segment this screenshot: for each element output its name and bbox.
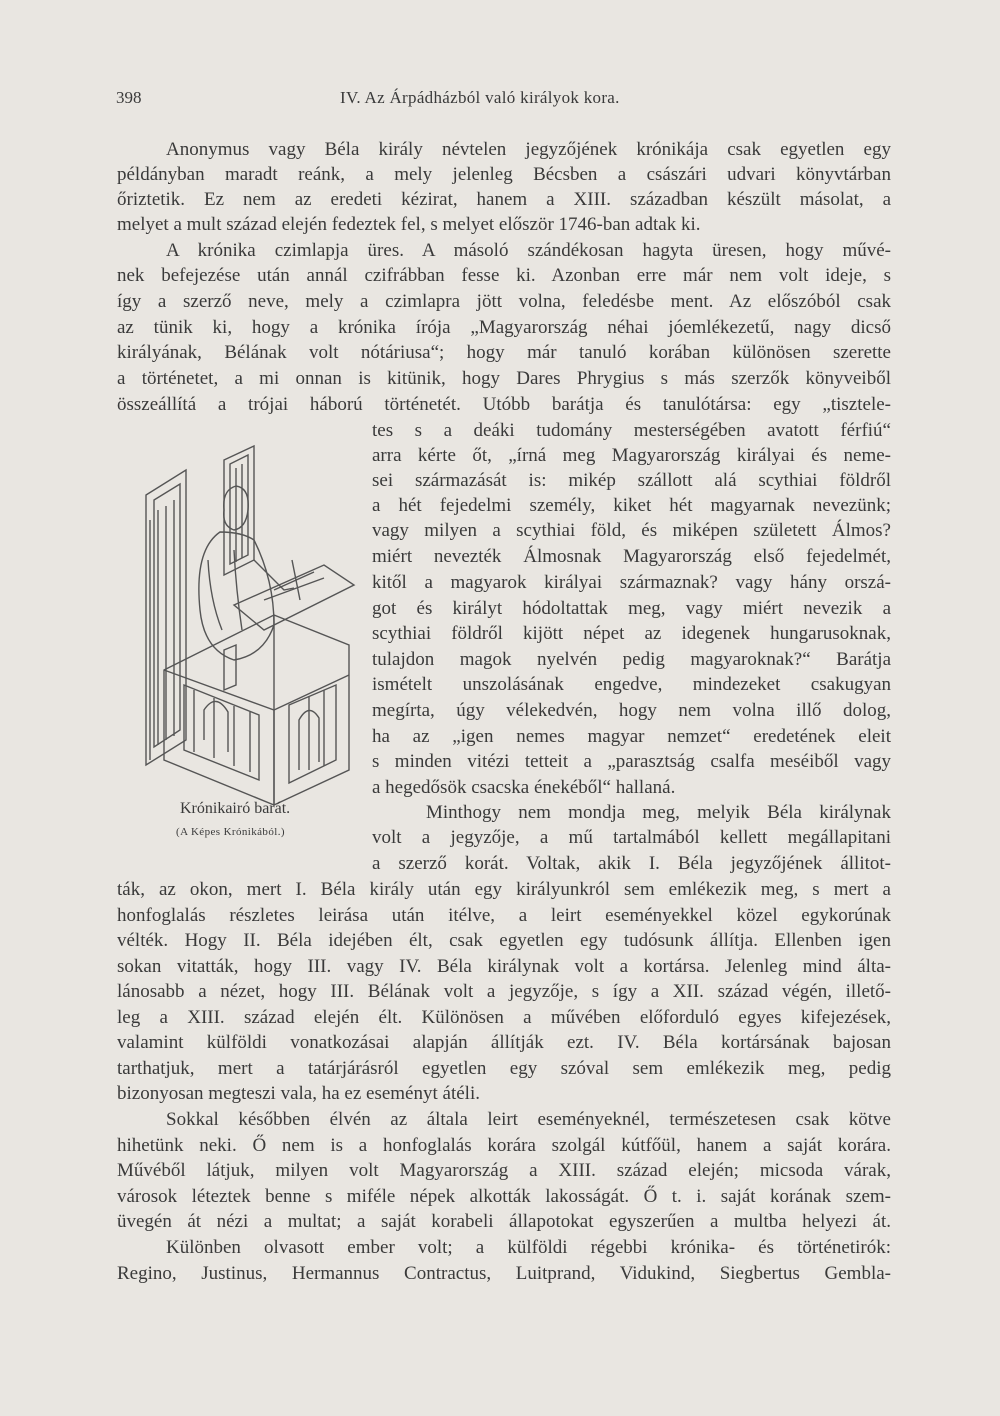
text-line: ták, az okon, mert I. Béla király után egy királyunkról sem emlékezik meg, s mert a xyxy=(117,879,891,900)
text-line: tarthatjuk, mert a tatárjárásról egyetlen egy szóval sem emlékezik meg, pedig xyxy=(117,1058,891,1079)
text-line: vélték. Hogy II. Béla idejében élt, csak egyetlen egy tudósunk állítja. Ellenben igen xyxy=(117,930,891,951)
text-line: got és királyt hódoltattak meg, vagy miért nevezik a xyxy=(372,598,891,619)
text-line: hihetünk neki. Ő nem is a honfoglalás korára szolgál kútfőül, hanem a saját korára. xyxy=(117,1135,891,1156)
text-line: honfoglalás részletes leirása után itélve, a leirt eseményekkel közel egykorúnak xyxy=(117,905,891,926)
text-line: kitől a magyarok királyai származnak? vagy hány orszá- xyxy=(372,572,891,593)
text-line: Különben olvasott ember volt; a külföldi régebbi krónika- és történetirók: xyxy=(166,1237,891,1258)
text-line: Minthogy nem mondja meg, melyik Béla királynak xyxy=(426,802,891,823)
text-line: scythiai földről kijött népet az idegenek hungarusoknak, xyxy=(372,623,891,644)
text-line: leg a XIII. század elején élt. Különösen a művében előforduló egyes kifejezések, xyxy=(117,1007,891,1028)
text-line: a hét fejedelmi személy, kiket hét magyarnak nevezünk; xyxy=(372,495,891,516)
running-title: IV. Az Árpádházból való királyok kora. xyxy=(340,88,620,107)
figure-source: (A Képes Krónikából.) xyxy=(176,826,285,838)
text-line: királyának, Bélának volt nótáriusa“; hogy már tanuló korában különösen szerette xyxy=(117,342,891,363)
text-line: bizonyosan megteszi vala, ha ez eseményt átéli. xyxy=(117,1083,480,1104)
text-line: vagy milyen a scythiai föld, és miképen született Álmos? xyxy=(372,520,891,541)
text-line: A krónika czimlapja üres. A másoló szándékosan hagyta üresen, hogy művé- xyxy=(166,240,891,261)
text-line: az tünik ki, hogy a krónika írója „Magyarország néhai jóemlékezetű, nagy dicső xyxy=(117,317,891,338)
text-line: tulajdon magok nyelvén pedig magyaroknak?“ Barátja xyxy=(372,649,891,670)
text-line: Anonymus vagy Béla király névtelen jegyzőjének krónikája csak egyetlen egy xyxy=(166,139,891,160)
text-line: nek befejezése után annál czifrábban fesse ki. Azonban erre már nem volt ideje, s xyxy=(117,265,891,286)
text-line: őriztetik. Ez nem az eredeti kézirat, hanem a XIII. században készült másolat, a xyxy=(117,189,891,210)
figure-caption: Krónikairó barát. xyxy=(180,800,291,817)
text-line: ismételt unszolásának engedve, mindezeket csakugyan xyxy=(372,674,891,695)
page-number: 398 xyxy=(116,88,142,107)
text-line: összeállítá a trójai háború történetét. Utóbb barátja és tanulótársa: egy „tisztele- xyxy=(117,394,891,415)
text-line: Regino, Justinus, Hermannus Contractus, Luitprand, Vidukind, Siegbertus Gembla- xyxy=(117,1263,891,1284)
text-line: a szerző korát. Voltak, akik I. Béla jegyzőjének állitot- xyxy=(372,853,891,874)
running-header xyxy=(116,88,886,114)
text-line: Sokkal későbben élvén az általa leirt eseményeknél, természetesen csak kötve xyxy=(166,1109,891,1130)
text-line: valamint külföldi vonatkozásai alapján állítják ezt. IV. Béla kortársának bajosan xyxy=(117,1032,891,1053)
text-line: üvegén át nézi a multat; a saját korabeli állapotokat egyszerűen a multba helyezi át. xyxy=(117,1211,891,1232)
text-line: ha az „igen nemes magyar nemzet“ eredetének eleit xyxy=(372,726,891,747)
chronicler-illustration xyxy=(124,440,364,810)
text-line: sokan vitatták, hogy III. vagy IV. Béla királynak volt a kortársa. Jelenleg mind álta- xyxy=(117,956,891,977)
text-line: a hegedősök csacska énekéből“ hallaná. xyxy=(372,777,676,798)
text-line: a történetet, a mi onnan is kitünik, hogy Dares Phrygius s más szerzők könyveiből xyxy=(117,368,891,389)
text-line: tes s a deáki tudomány mesterségében avatott férfiú“ xyxy=(372,420,891,441)
text-line: így a szerző neve, mely a czimlapra jött volna, feledésbe ment. Az előszóból csak xyxy=(117,291,891,312)
text-line: sei származását is: mikép szállott alá scythiai földről xyxy=(372,470,891,491)
text-line: lánosabb a nézet, hogy III. Bélának volt a jegyzője, s így a XII. század végén, illető- xyxy=(117,981,891,1002)
text-line: miért nevezték Álmosnak Magyarország első fejedelmét, xyxy=(372,546,891,567)
text-line: megírta, úgy vélekedvén, hogy nem volna illő dolog, xyxy=(372,700,891,721)
text-line: arra kérte őt, „írná meg Magyarország királyai és neme- xyxy=(372,445,891,466)
text-line: s minden vitézi tetteit a „parasztság csalfa meséiből vagy xyxy=(372,751,891,772)
text-line: városok léteztek benne s miféle népek alkották lakosságát. Ő t. i. saját korának szem- xyxy=(117,1186,891,1207)
text-line: melyet a mult század elején fedeztek fel, s melyet először 1746-ban adtak ki. xyxy=(117,214,701,235)
text-line: példányban maradt reánk, a mely jelenleg Bécsben a császári udvari könyvtárban xyxy=(117,164,891,185)
text-line: Művéből látjuk, milyen volt Magyarország a XIII. század elején; micsoda várak, xyxy=(117,1160,891,1181)
text-line: volt a jegyzője, a mű tartalmából kellett megállapitani xyxy=(372,827,891,848)
